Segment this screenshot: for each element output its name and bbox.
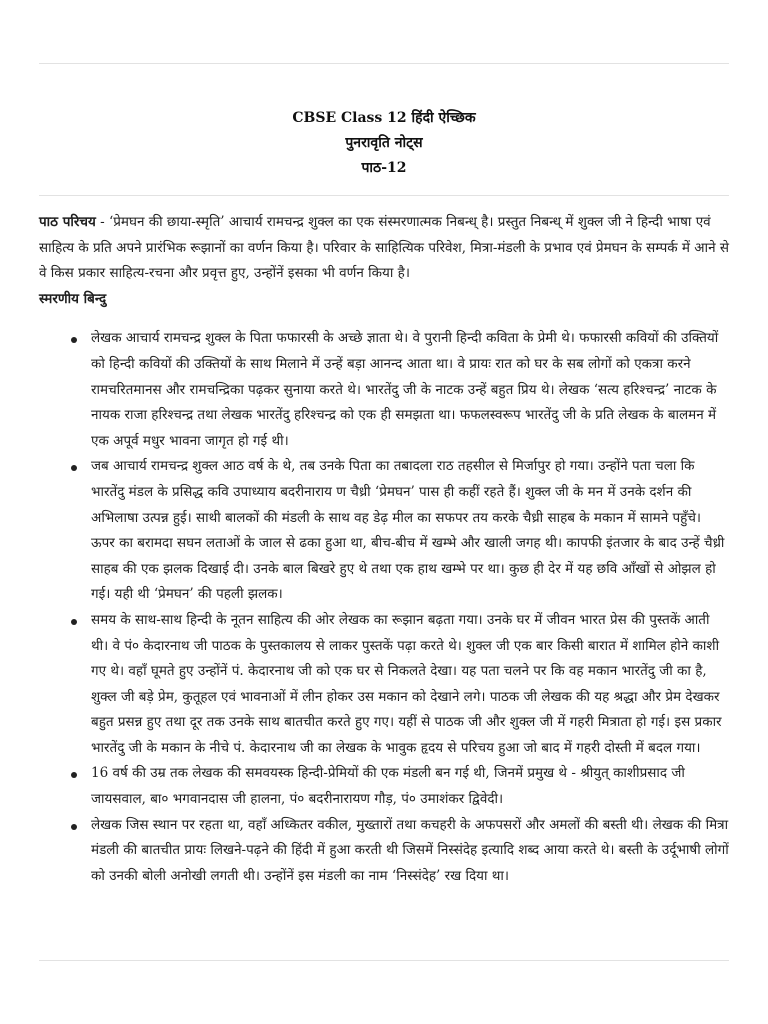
lesson-introduction	[39, 210, 729, 287]
list-item	[91, 454, 729, 608]
list-item-text: जब आचार्य रामचन्द्र शुक्ल आठ वर्ष के थे, तब उनके पिता का तबादला राठ तहसील से मिर्जापुर हो गया। उन्होंने पता चला कि भारतेंदु मंडल के प्रसिद्ध कवि उपाध्याय बदरीनाराय ण चैध्री ‘प्रेमघन’ पास ही कहीं रहते हैं। शुक्ल जी के मन में उनके दर्शन की अभिलाषा उत्पन्न हुई। साथी बालकों की मंडली के साथ वह डेढ़ मील का सफपर तय करके चैध्री साहब के मकान में सामने पहुँचे। ऊपर का बरामदा सघन लताओं के जाल से ढका हुआ था, बीच-बीच में खम्भे और खाली जगह थी। कापफी इंतजार के बाद उन्हें चैध्री साहब की एक झलक दिखाई दी। उनके बाल बिखरे हुए थे तथा एक हाथ खम्भे पर था। कुछ ही देर में यह छवि आँखों से ओझल हो गई। यही थी ‘प्रेमघन’ की पहली झलक।	[91, 458, 725, 603]
document-title: CBSE Class 12 हिंदी ऐच्छिक	[292, 110, 476, 126]
intro-text: - ‘प्रेमघन की छाया-स्मृति’ आचार्य रामचन्द्र शुक्ल का एक संस्मरणात्मक निबन्ध् है। प्रस्तुत निबन्ध् में शुक्ल जी ने हिन्दी भाषा एवं साहित्य के प्रति अपने प्रारंभिक रूझानों का वर्णन किया है। परिवार के साहित्यिक परिवेश, मित्रा-मंडली के प्रभाव एवं प्रेमघन के सम्पर्क में आने से वे किस प्रकार साहित्य-रचना और प्रवृत्त हुए, उन्होंनें इसका भी वर्णन किया है।	[39, 214, 730, 282]
list-item-text: 16 वर्ष की उम्र तक लेखक की समवयस्क हिन्दी-प्रेमियों की एक मंडली बन गई थी, जिनमें प्रमुख थे - श्रीयुत् काशीप्रसाद जी जायसवाल, बा० भगवानदास जी हालना, पं० बदरीनारायण गौड़, पं० उमाशंकर द्विवेदी।	[91, 765, 685, 808]
top-divider	[39, 63, 729, 64]
list-item	[91, 326, 729, 454]
bullet-icon	[71, 465, 77, 471]
bullet-icon	[71, 824, 77, 830]
intro-label: पाठ परिचय	[39, 214, 96, 230]
key-points-list	[39, 326, 729, 889]
header-divider	[39, 195, 729, 196]
bottom-divider	[39, 960, 729, 961]
document-subtitle: पुनरावृति नोट्स	[345, 135, 423, 151]
document-body	[39, 210, 729, 889]
bullet-icon	[71, 772, 77, 778]
list-item	[91, 761, 729, 812]
list-item-text: समय के साथ-साथ हिन्दी के नूतन साहित्य की ओर लेखक का रूझान बढ़ता गया। उनके घर में जीवन भारत प्रेस की पुस्तकें आती थी। वे पं० केदारनाथ जी पाठक के पुस्तकालय से लाकर पुस्तकें पढ़ा करते थे। शुक्ल जी एक बार किसी बारात में शामिल होने काशी गए थे। वहाँ घूमते हुए उन्होंनें पं. केदारनाथ जी को एक घर से निकलते देखा। यह पता चलने पर कि वह मकान भारतेंदु जी का है, शुक्ल जी बड़े प्रेम, कुतूहल एवं भावनाओं में लीन होकर उस मकान को देखाने लगे। पाठक जी लेखक की यह श्रद्धा और प्रेम देखकर बहुत प्रसन्न हुए तथा दूर तक उनके साथ बातचीत करते हुए गए। यहीं से पाठक जी और शुक्ल जी में गहरी मित्राता हो गई। इस प्रकार भारतेंदु जी के मकान के नीचे पं. केदारनाथ जी का लेखक के भावुक हृदय से परिचय हुआ जो बाद में गहरी दोस्ती में बदल गया।	[91, 611, 722, 756]
document-header	[39, 106, 729, 181]
key-points-heading: स्मरणीय बिन्दु	[39, 290, 107, 307]
bullet-icon	[71, 337, 77, 343]
list-item-text: लेखक जिस स्थान पर रहता था, वहाँ अध्कितर वकील, मुख्तारों तथा कचहरी के अफपसरों और अमलों की बस्ती थी। लेखक की मित्रा मंडली की बातचीत प्रायः लिखने-पढ़ने की हिंदी में हुआ करती थी जिसमें निस्संदेह इत्यादि शब्द आया करते थे। बस्ती के उर्दूभाषी लोगों को उनकी बोली अनोखी लगती थी। उन्होंनें इस मंडली का नाम ‘निस्संदेह’ रख दिया था।	[91, 816, 729, 884]
lesson-number: पाठ-12	[361, 160, 407, 176]
list-item	[91, 608, 729, 762]
list-item-text: लेखक आचार्य रामचन्द्र शुक्ल के पिता फफारसी के अच्छे ज्ञाता थे। वे पुरानी हिन्दी कविता के प्रेमी थे। फफारसी कवियों की उक्तियों को हिन्दी कवियों की उक्तियों के साथ मिलाने में उन्हें बड़ा आनन्द आता था। वे प्रायः रात को घर के सब लोगों को एकत्रा करने रामचरितमानस और रामचन्द्रिका पढ़कर सुनाया करते थे। भारतेंदु जी के नाटक उन्हें बहुत प्रिय थे। लेखक ‘सत्य हरिश्चन्द्र’ नाटक के नायक राजा हरिश्चन्द्र तथा लेखक भारतेंदु हरिश्चन्द्र को एक ही समझता था। फफलस्वरूप भारतेंदु जी के प्रति लेखक के बालमन में एक अपूर्व मधुर भावना जागृत हो गई थी।	[91, 330, 719, 449]
bullet-icon	[71, 619, 77, 625]
list-item	[91, 813, 729, 890]
